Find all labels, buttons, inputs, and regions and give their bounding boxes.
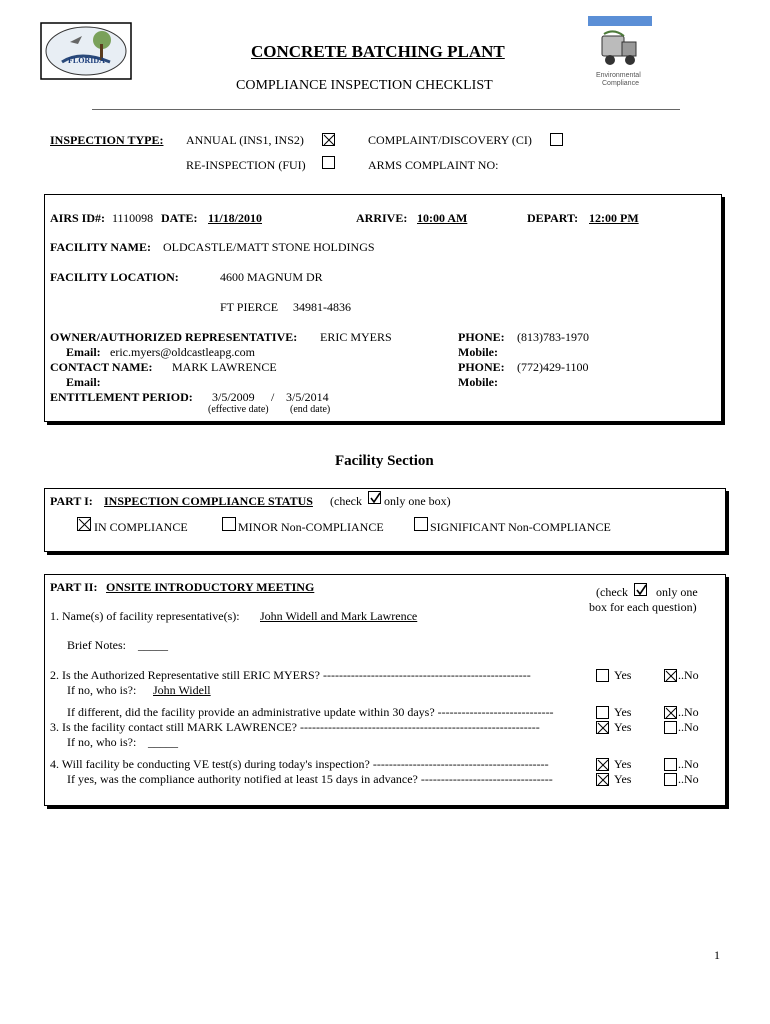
part2-title: ONSITE INTRODUCTORY MEETING <box>106 580 315 594</box>
email1-label: Email: <box>66 345 101 359</box>
entitlement-start: 3/5/2009 <box>212 390 255 404</box>
complaint-checkbox[interactable] <box>550 133 563 146</box>
phone1-value: (813)783-1970 <box>517 330 589 344</box>
q4a-no-checkbox[interactable] <box>664 758 677 771</box>
q3a-yes-label: Yes <box>614 705 632 719</box>
reinspection-label: RE-INSPECTION (FUI) <box>186 158 306 172</box>
email1-value: eric.myers@oldcastleapg.com <box>110 345 255 359</box>
mobile1-label: Mobile: <box>458 345 498 359</box>
q2-text: 2. Is the Authorized Representative still ERIC MYERS? ---------------------------------------------------- <box>50 668 531 682</box>
q2-yes-label: Yes <box>614 668 632 682</box>
facility-info-box <box>44 194 722 422</box>
owner-value: ERIC MYERS <box>320 330 392 344</box>
q2-no-checkbox[interactable] <box>664 669 677 682</box>
q4a-yes-checkbox[interactable] <box>596 758 609 771</box>
brief-notes-label: Brief Notes: <box>67 638 126 652</box>
document-subtitle: COMPLIANCE INSPECTION CHECKLIST <box>236 78 493 93</box>
q4b-yes-label: Yes <box>614 772 632 786</box>
entitlement-end: 3/5/2014 <box>286 390 329 404</box>
airs-label: AIRS ID#: <box>50 211 106 225</box>
inspection-type-label: INSPECTION TYPE: <box>50 133 164 147</box>
depart-value: 12:00 PM <box>589 211 639 225</box>
page-number: 1 <box>714 948 720 962</box>
end-date-caption: (end date) <box>290 404 331 415</box>
part1-check-post: only one box) <box>384 494 451 508</box>
q3-sub-value: _____ <box>148 735 178 749</box>
part2-check-pre: (check <box>596 585 628 599</box>
in-compliance-checkbox[interactable] <box>77 517 91 531</box>
part1-check-pre: (check <box>330 494 362 508</box>
q4b-no-checkbox[interactable] <box>664 773 677 786</box>
q2-sub-label: If no, who is?: <box>67 683 137 697</box>
q3-sub-label: If no, who is?: <box>67 735 137 749</box>
part2-check-post: only one <box>656 585 698 599</box>
header-accent-bar <box>588 16 652 26</box>
phone2-value: (772)429-1100 <box>517 360 589 374</box>
facility-section-title: Facility Section <box>335 453 434 469</box>
q4a-yes-label: Yes <box>614 757 632 771</box>
contact-label: CONTACT NAME: <box>50 360 153 374</box>
owner-label: OWNER/AUTHORIZED REPRESENTATIVE: <box>50 330 298 344</box>
q1-value: John Widell and Mark Lawrence <box>260 609 418 623</box>
minor-noncompliance-checkbox[interactable] <box>222 517 236 531</box>
q4b-yes-checkbox[interactable] <box>596 773 609 786</box>
q3a-yes-checkbox[interactable] <box>596 706 609 719</box>
brief-notes-value: _____ <box>138 638 168 652</box>
date-value: 11/18/2010 <box>208 211 263 225</box>
facility-location-label: FACILITY LOCATION: <box>50 270 179 284</box>
annual-label: ANNUAL (INS1, INS2) <box>186 133 304 147</box>
florida-logo <box>40 22 132 80</box>
logo-text: FLORIDA <box>68 56 105 65</box>
part1-checkmark-icon <box>368 491 381 504</box>
facility-location-line1: 4600 MAGNUM DR <box>220 270 323 284</box>
significant-noncompliance-checkbox[interactable] <box>414 517 428 531</box>
q1-label: 1. Name(s) of facility representative(s): <box>50 609 240 623</box>
complaint-label: COMPLAINT/DISCOVERY (CI) <box>368 133 532 147</box>
phone1-label: PHONE: <box>458 330 505 344</box>
q4b-no-label: ..No <box>678 772 699 786</box>
entitlement-label: ENTITLEMENT PERIOD: <box>50 390 193 404</box>
entitlement-separator: / <box>271 390 275 404</box>
part1-title-prefix: PART I: <box>50 494 93 508</box>
effective-date-caption: (effective date) <box>208 404 269 415</box>
part2-check-line2: box for each question) <box>589 600 697 614</box>
q3a-text: If different, did the facility provide an administrative update within 30 days? ----------------------------- <box>67 705 554 719</box>
email2-label: Email: <box>66 375 101 389</box>
phone2-label: PHONE: <box>458 360 505 374</box>
annual-checkbox[interactable] <box>322 133 335 146</box>
logo-right-line1: Environmental <box>596 72 641 79</box>
q3b-no-checkbox[interactable] <box>664 721 677 734</box>
reinspection-checkbox[interactable] <box>322 156 335 169</box>
facility-location-zip: 34981-4836 <box>293 300 351 314</box>
q2-yes-checkbox[interactable] <box>596 669 609 682</box>
date-label: DATE: <box>161 211 198 225</box>
arrive-label: ARRIVE: <box>356 211 408 225</box>
header-divider <box>92 109 680 110</box>
q3b-text: 3. Is the facility contact still MARK LAWRENCE? ------------------------------------------------------------ <box>50 720 540 734</box>
arms-complaint-label: ARMS COMPLAINT NO: <box>368 158 499 172</box>
q4a-no-label: ..No <box>678 757 699 771</box>
significant-noncompliance-label: SIGNIFICANT Non-COMPLIANCE <box>430 520 611 534</box>
q3a-no-label: ..No <box>678 705 699 719</box>
q3a-no-checkbox[interactable] <box>664 706 677 719</box>
part1-title: INSPECTION COMPLIANCE STATUS <box>104 494 313 508</box>
q2-no-label: ..No <box>678 668 699 682</box>
q3b-no-label: ..No <box>678 720 699 734</box>
truck-icon <box>598 30 642 70</box>
document-title: CONCRETE BATCHING PLANT <box>251 42 505 61</box>
facility-location-city: FT PIERCE <box>220 300 279 314</box>
q3b-yes-label: Yes <box>614 720 632 734</box>
q4b-text: If yes, was the compliance authority notified at least 15 days in advance? --------------------------------- <box>67 772 553 786</box>
q2-sub-value: John Widell <box>153 683 211 697</box>
part2-checkmark-icon <box>634 583 647 596</box>
contact-value: MARK LAWRENCE <box>172 360 277 374</box>
q3b-yes-checkbox[interactable] <box>596 721 609 734</box>
in-compliance-label: IN COMPLIANCE <box>94 520 188 534</box>
part2-title-prefix: PART II: <box>50 580 98 594</box>
arrive-value: 10:00 AM <box>417 211 468 225</box>
facility-name-label: FACILITY NAME: <box>50 240 151 254</box>
airs-value: 1110098 <box>112 211 154 225</box>
minor-noncompliance-label: MINOR Non-COMPLIANCE <box>238 520 384 534</box>
depart-label: DEPART: <box>527 211 579 225</box>
facility-name-value: OLDCASTLE/MATT STONE HOLDINGS <box>163 240 375 254</box>
mobile2-label: Mobile: <box>458 375 498 389</box>
logo-right-line2: Compliance <box>602 80 639 87</box>
q4a-text: 4. Will facility be conducting VE test(s) during today's inspection? -------------------------------------------- <box>50 757 549 771</box>
